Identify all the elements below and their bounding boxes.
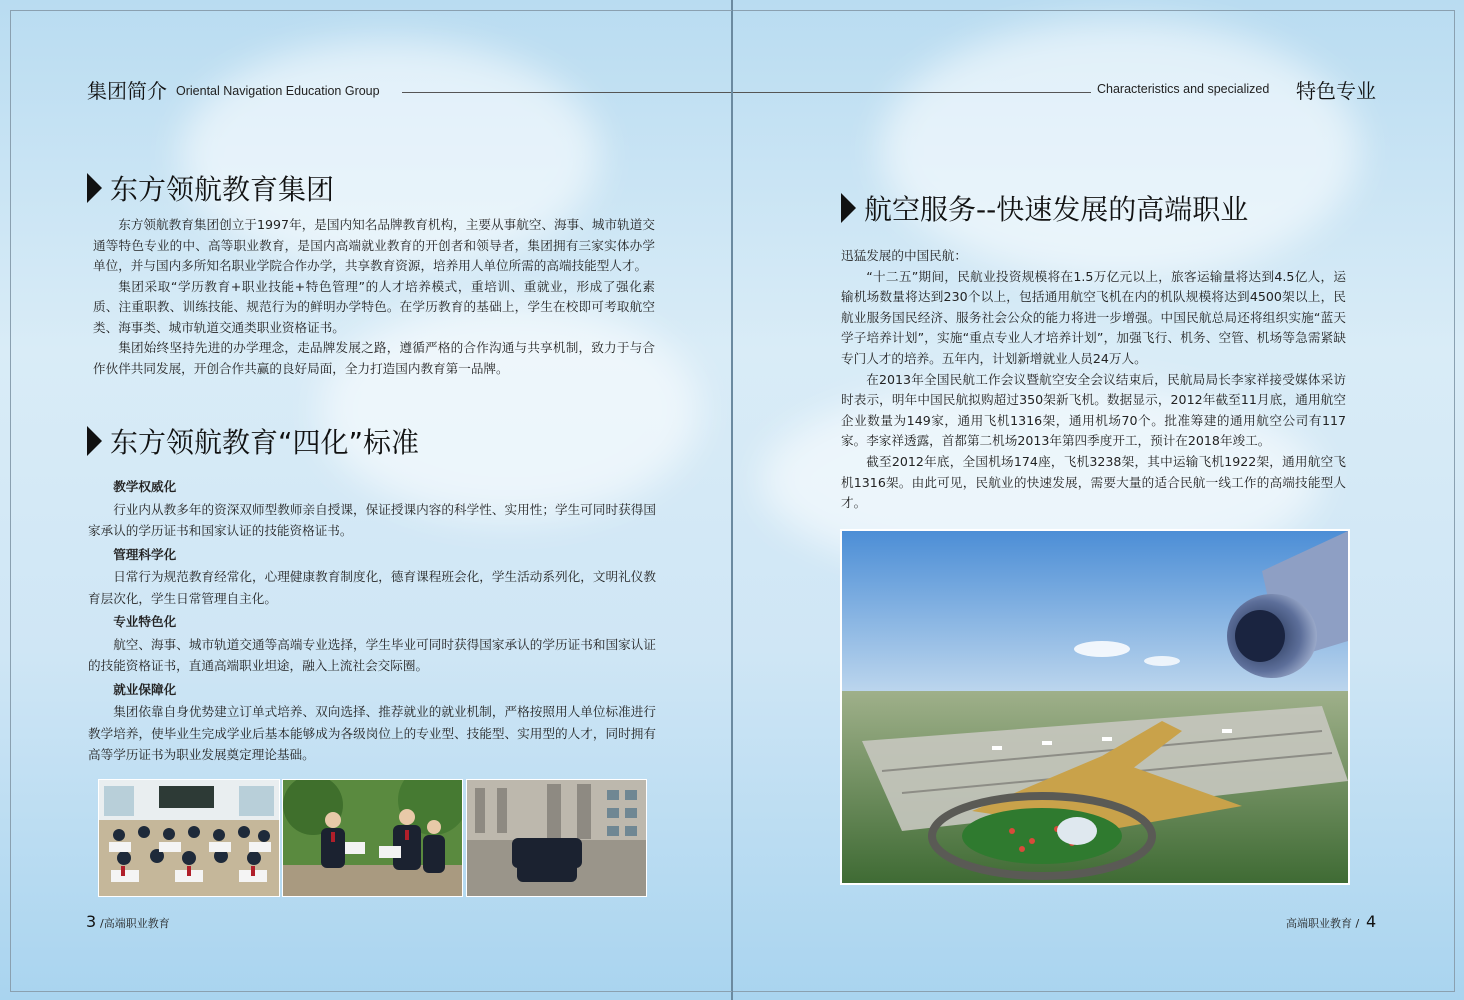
section-title	[87, 421, 419, 461]
classroom-photo	[98, 779, 280, 897]
campus-group-photo	[466, 779, 647, 897]
header-rule	[733, 92, 1091, 93]
page-footer-label: 高端职业教育 /	[1286, 917, 1360, 930]
section-title-text: 东方领航教育集团	[110, 173, 335, 206]
standard-heading: 专业特色化	[113, 614, 177, 629]
standard-heading: 管理科学化	[113, 546, 177, 562]
triangle-bullet-icon	[841, 193, 856, 223]
section-title-text: 航空服务--快速发展的高端职业	[864, 193, 1249, 226]
header-rule	[402, 92, 732, 93]
intro-paragraphs	[93, 215, 655, 379]
paragraph: 集团始终坚持先进的办学理念，走品牌发展之路，遵循严格的合作沟通与共享机制，致力于与合作伙伴共同发展，开创合作共赢的良好局面，全力打造国内教育第一品牌。	[93, 340, 655, 376]
paragraph: “十二五”期间，民航业投资规模将在1.5万亿元以上，旅客运输量将达到4.5亿人，运输机场数量将达到230个以上，包括通用航空飞机在内的机队规模将达到4500架以上，民航业服务国民经济、服务社会公众的能力将进一步增强。中国民航总局还将组织实施“蓝天学子培养计划”，实施“重点专业人才培养计划”，加强飞行、机务、空管、机场等急需紧缺专门人才的培养。五年内，计划新增就业人员24万人。	[841, 268, 1346, 366]
standard-text: 集团依靠自身优势建立订单式培养、双向选择、推荐就业的就业机制，严格按照用人单位标准进行教学培养，使毕业生完成学业后基本能够成为各级岗位上的专业型、技能型、实用型的人才，同时拥有高等学历证书为职业发展奠定理论基础。	[88, 704, 656, 762]
standard-heading: 教学权威化	[113, 479, 177, 494]
paragraph: 东方领航教育集团创立于1997年，是国内知名品牌教育机构，主要从事航空、海事、城市轨道交通等特色专业的中、高等职业教育，是国内高端就业教育的开创者和领导者，集团拥有三家实体办学单位，并与国内多所知名职业学院合作办学，共享教育资源，培养用人单位所需的高端技能型人才。	[93, 217, 655, 273]
intro-line: 迅猛发展的中国民航：	[841, 248, 967, 263]
section-title	[841, 188, 1248, 228]
right-page	[733, 0, 1464, 1000]
standards-list	[88, 474, 656, 766]
triangle-bullet-icon	[87, 173, 102, 203]
paragraph: 截至2012年底，全国机场174座，飞机3238架，其中运输飞机1922架，通用航空飞机1316架。由此可见，民航业的快速发展，需要大量的适合民航一线工作的高端技能型人才。	[841, 453, 1346, 511]
page-number: 3	[86, 912, 97, 931]
header-right-zh: 特色专业	[1296, 79, 1376, 103]
aviation-paragraphs	[841, 246, 1346, 514]
section-title-text: 东方领航教育“四化”标准	[110, 426, 420, 459]
paragraph: 在2013年全国民航工作会议暨航空安全会议结束后，民航局局长李家祥接受媒体采访时表示，明年中国民航拟购超过350架新飞机。数据显示，2012年截至11月底，通用航空企业数量为149家，通用飞机1316架，通用机场70个。批准筹建的通用航空公司有117家。李家祥透露，首都第二机场2013年第四季度开工，预计在2018年竣工。	[841, 371, 1346, 449]
standard-heading: 就业保障化	[113, 681, 177, 697]
students-reading-photo	[282, 779, 463, 897]
airport-photo	[840, 529, 1350, 885]
page-number: 4	[1366, 912, 1377, 931]
standard-text: 行业内从教多年的资深双师型教师亲自授课，保证授课内容的科学性、实用性；学生可同时获得国家承认的学历证书和国家认证的技能资格证书。	[88, 501, 656, 538]
paragraph: 集团采取“学历教育+职业技能+特色管理”的人才培养模式，重培训、重就业，形成了强化素质、注重职教、训练技能、规范行为的鲜明办学特色。在学历教育的基础上，学生在校即可考取航空类、海事类、城市轨道交通类职业资格证书。	[93, 278, 655, 335]
header-left-en: Oriental Navigation Education Group	[176, 84, 380, 98]
header-left-zh: 集团简介	[87, 79, 167, 103]
section-title	[87, 168, 334, 208]
triangle-bullet-icon	[87, 426, 102, 456]
page-footer-label: /高端职业教育	[100, 917, 170, 930]
standard-text: 航空、海事、城市轨道交通等高端专业选择，学生毕业可同时获得国家承认的学历证书和国家认证的技能资格证书，直通高端职业坦途，融入上流社会交际圈。	[88, 636, 656, 673]
header-right-en: Characteristics and specialized	[1097, 82, 1270, 96]
standard-text: 日常行为规范教育经常化，心理健康教育制度化，德育课程班会化，学生活动系列化，文明礼仪教育层次化，学生日常管理自主化。	[88, 569, 656, 606]
